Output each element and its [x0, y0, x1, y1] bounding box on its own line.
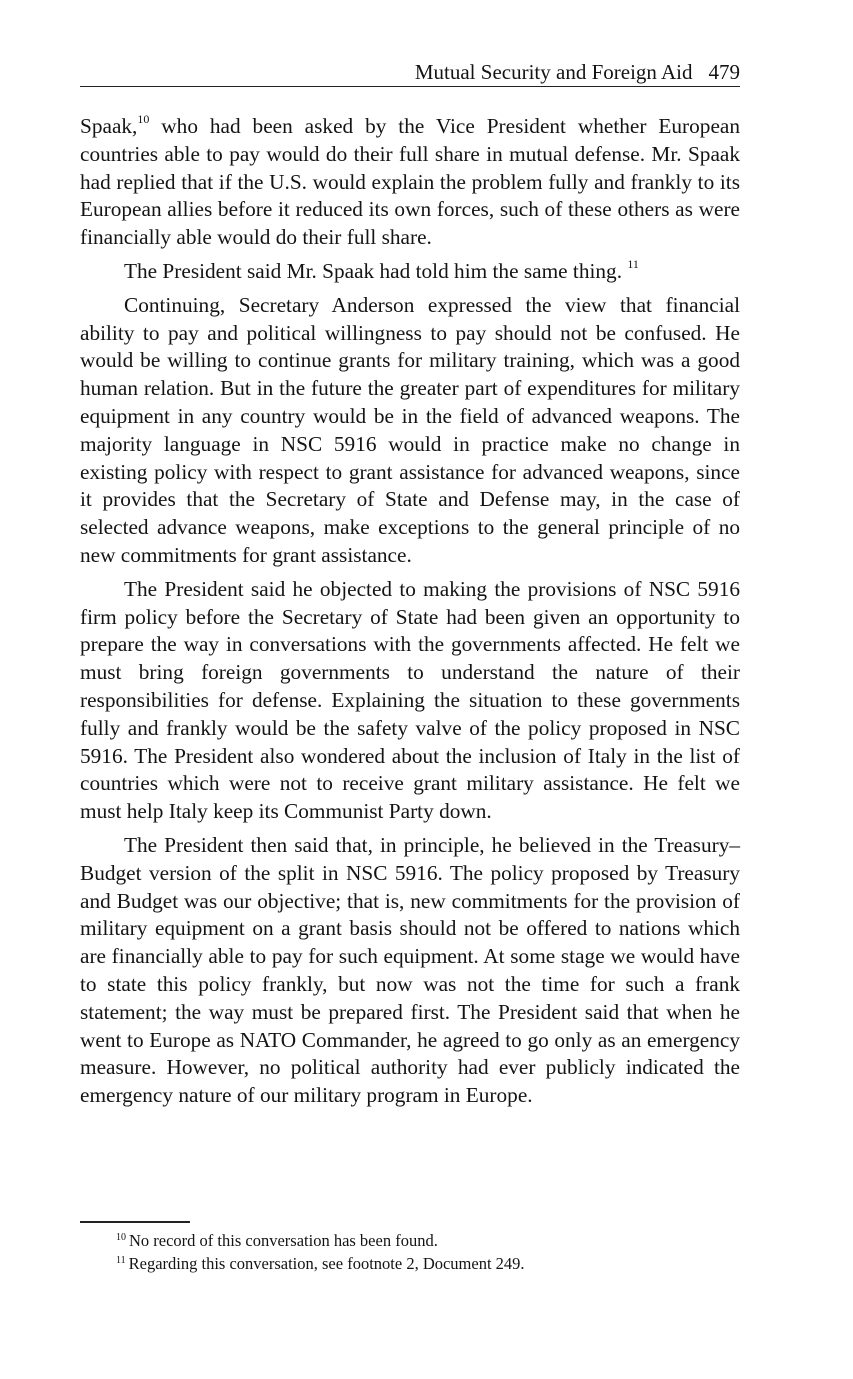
- footnote-10-text: No record of this conversation has been found.: [129, 1231, 438, 1250]
- page-number: 479: [708, 60, 740, 84]
- paragraph-3: Continuing, Secretary Anderson expressed the view that financial ability to pay and political willingness to pay should not be confused. He would be willing to continue grants for military training, which was a good human relation. But in the future the greater part of expenditures for military equipment in any country would be in the field of advanced weapons. The majority language in NSC 5916 would in practice make no change in existing policy with respect to grant assistance for advanced weapons, since it provides that the Secretary of State and Defense may, in the case of selected advance weapons, make exceptions to the general principle of no new commitments for grant assistance.: [80, 292, 740, 567]
- paragraph-2: [80, 258, 740, 286]
- paragraph-1-lead: Spaak,: [80, 114, 138, 138]
- footnote-10: [116, 1229, 736, 1252]
- paragraph-1-text: who had been asked by the Vice President whether European countries able to pay would do their full share in mutual defense. Mr. Spaak had replied that if the U.S. would explain the problem fully and frankly to its European allies before it reduced its own forces, such of these others as were financially able would do their full share.: [80, 114, 740, 250]
- running-title: Mutual Security and Foreign Aid: [414, 60, 693, 84]
- footnote-ref-11[interactable]: 11: [627, 256, 639, 271]
- footnote-11-text: Regarding this conversation, see footnote 2, Document 249.: [128, 1254, 525, 1273]
- paragraph-2-text: The President said Mr. Spaak had told him the same thing.: [124, 258, 623, 283]
- footnote-ref-10[interactable]: 10: [137, 111, 150, 126]
- body-text: [80, 113, 740, 1116]
- paragraph-4: The President said he objected to making the provisions of NSC 5916 firm policy before the Secretary of State had been given an opportunity to prepare the way in conversations with the governments affected. He felt we must bring foreign governments to understand the nature of their responsibilities for defense. Explaining the situation to these governments fully and frankly would be the safety valve of the policy proposed in NSC 5916. The President also wondered about the inclusion of Italy in the list of countries which were not to receive grant military assistance. He felt we must help Italy keep its Communist Party down.: [80, 576, 740, 824]
- paragraph-1: [80, 113, 740, 252]
- footnote-11: [116, 1252, 736, 1275]
- footnote-10-number: 10: [116, 1231, 126, 1243]
- footnotes: [116, 1229, 736, 1275]
- running-header: [80, 58, 740, 87]
- footnote-divider: [80, 1221, 190, 1223]
- paragraph-5: The President then said that, in principle, he believed in the Treasury–Budget version of the split in NSC 5916. The policy proposed by Treasury and Budget was our objective; that is, new commitments for the provision of military equipment on a grant basis should not be offered to nations which are financially able to pay for such equipment. At some stage we would have to state this policy frankly, but now was not the time for such a frank statement; the way must be prepared first. The President said that when he went to Europe as NATO Commander, he agreed to go only as an emergency measure. However, no political authority had ever publicly indicated the emergency nature of our military program in Europe.: [80, 832, 740, 1108]
- footnote-11-number: 11: [116, 1254, 126, 1266]
